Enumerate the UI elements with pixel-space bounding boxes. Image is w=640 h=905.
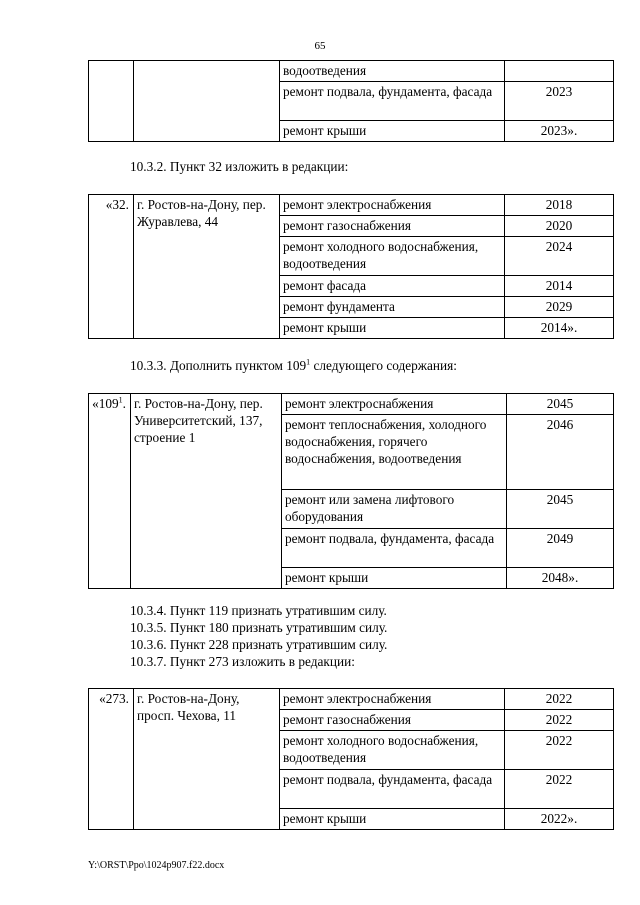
table-row [89, 61, 614, 82]
address-cell: г. Ростов-на-Дону, просп. Чехова, 11 [134, 689, 280, 830]
paragraph-text: следующего содержания: [310, 358, 457, 373]
year-cell: 2020 [505, 216, 614, 237]
paragraph-10-3-6: 10.3.6. Пункт 228 признать утратившим силу. [130, 637, 388, 652]
work-cell: ремонт фундамента [280, 297, 505, 318]
table-row [89, 689, 614, 710]
item-number-text: «109 [92, 396, 119, 411]
work-cell: ремонт крыши [282, 568, 507, 589]
work-cell: ремонт электроснабжения [280, 195, 505, 216]
work-cell: ремонт холодного водоснабжения, водоотведения [280, 731, 505, 770]
work-cell: ремонт крыши [280, 121, 505, 142]
superscript: 1 [118, 395, 123, 405]
work-cell: ремонт подвала, фундамента, фасада [282, 529, 507, 568]
number-cell [89, 61, 134, 142]
item-number: «32. [89, 195, 134, 339]
work-cell: ремонт фасада [280, 276, 505, 297]
year-cell: 2045 [507, 490, 614, 529]
work-cell: ремонт электроснабжения [282, 394, 507, 415]
year-cell: 2022». [505, 809, 614, 830]
paragraph-10-3-3 [130, 357, 457, 374]
year-cell: 2023 [505, 82, 614, 121]
year-cell: 2023». [505, 121, 614, 142]
work-cell: ремонт теплоснабжения, холодного водоснабжения, горячего водоснабжения, водоотведения [282, 415, 507, 490]
year-cell: 2048». [507, 568, 614, 589]
year-cell [505, 61, 614, 82]
work-cell: ремонт крыши [280, 318, 505, 339]
work-cell: ремонт холодного водоснабжения, водоотведения [280, 237, 505, 276]
work-cell: водоотведения [280, 61, 505, 82]
table-continuation [88, 60, 614, 142]
year-cell: 2045 [507, 394, 614, 415]
year-cell: 2022 [505, 770, 614, 809]
item-number-dot: . [122, 396, 126, 411]
file-path-footer: Y:\ORST\Ppo\1024p907.f22.docx [88, 860, 225, 871]
table-row [89, 394, 614, 415]
page-number: 65 [314, 40, 326, 52]
item-number: «273. [89, 689, 134, 830]
paragraph-text: 10.3.3. Дополнить пунктом 109 [130, 358, 307, 373]
year-cell: 2014 [505, 276, 614, 297]
address-cell: г. Ростов-на-Дону, пер. Университетский, 137, строение 1 [131, 394, 282, 589]
year-cell: 2018 [505, 195, 614, 216]
work-cell: ремонт крыши [280, 809, 505, 830]
year-cell: 2046 [507, 415, 614, 490]
table-row [89, 195, 614, 216]
year-cell: 2022 [505, 710, 614, 731]
table-item-273 [88, 688, 614, 830]
item-number [89, 394, 131, 589]
work-cell: ремонт подвала, фундамента, фасада [280, 770, 505, 809]
paragraph-10-3-5: 10.3.5. Пункт 180 признать утратившим силу. [130, 620, 388, 635]
paragraph-10-3-7: 10.3.7. Пункт 273 изложить в редакции: [130, 654, 355, 669]
work-cell: ремонт электроснабжения [280, 689, 505, 710]
address-cell [134, 61, 280, 142]
year-cell: 2022 [505, 731, 614, 770]
work-cell: ремонт газоснабжения [280, 216, 505, 237]
table-item-109-1 [88, 393, 614, 589]
superscript: 1 [306, 357, 311, 367]
paragraph-10-3-4: 10.3.4. Пункт 119 признать утратившим силу. [130, 603, 387, 618]
address-cell: г. Ростов-на-Дону, пер. Журавлева, 44 [134, 195, 280, 339]
year-cell: 2049 [507, 529, 614, 568]
year-cell: 2014». [505, 318, 614, 339]
year-cell: 2024 [505, 237, 614, 276]
work-cell: ремонт газоснабжения [280, 710, 505, 731]
year-cell: 2029 [505, 297, 614, 318]
year-cell: 2022 [505, 689, 614, 710]
work-cell: ремонт подвала, фундамента, фасада [280, 82, 505, 121]
paragraph-10-3-2: 10.3.2. Пункт 32 изложить в редакции: [130, 159, 349, 174]
table-item-32 [88, 194, 614, 339]
work-cell: ремонт или замена лифтового оборудования [282, 490, 507, 529]
